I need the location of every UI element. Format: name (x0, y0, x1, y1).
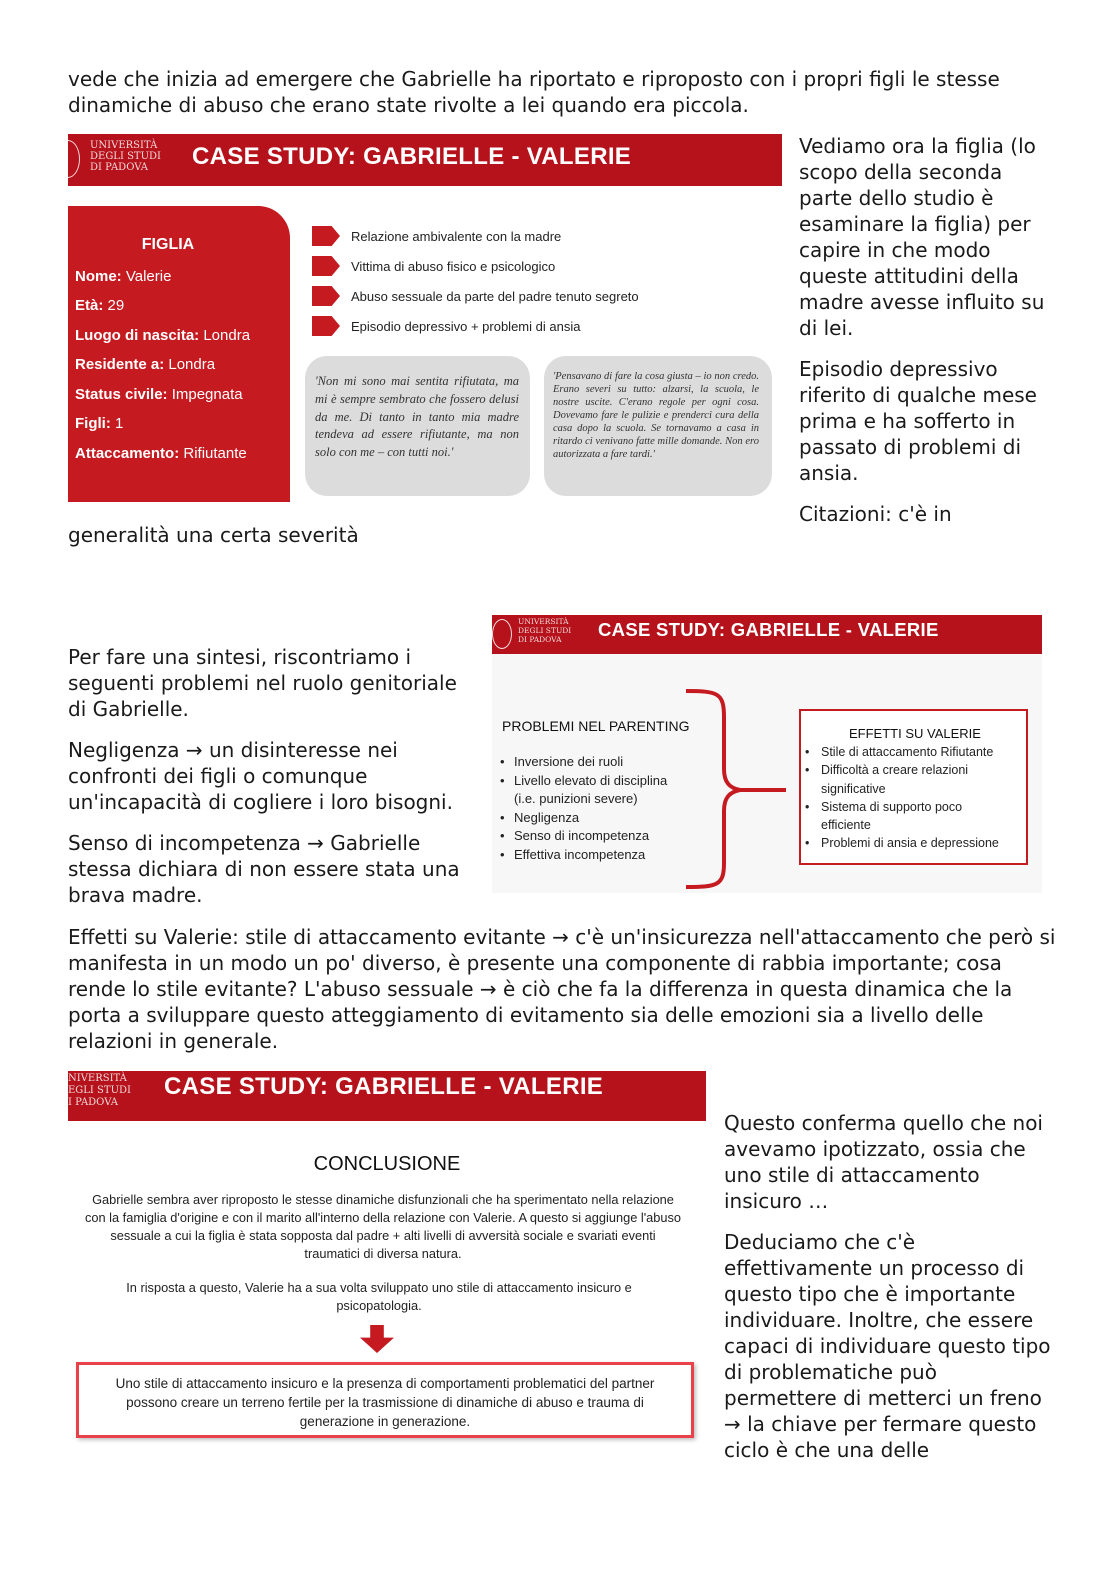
arrow-right-icon (312, 316, 340, 336)
card-row: Status civile: Impegnata (75, 386, 243, 403)
slide-title: CASE STUDY: GABRIELLE - VALERIE (192, 143, 632, 170)
slide-title: CASE STUDY: GABRIELLE - VALERIE (598, 619, 939, 640)
slide-parenting (492, 615, 1042, 893)
arrow-right-icon (312, 226, 340, 246)
arrow-right-icon (312, 286, 340, 306)
list-item: • Sistema di supporto poco (805, 798, 999, 816)
curly-brace-icon (678, 687, 790, 893)
conclusion-heading: CONCLUSIONE (313, 1153, 461, 1175)
list-item: • Senso di incompetenza (500, 827, 667, 846)
list-item: • Negligenza (500, 809, 667, 828)
list-item: • Stile di attaccamento Rifiutante (805, 743, 999, 761)
side-text-figlia: Vediamo ora la figlia (lo scopo della seconda parte dello studio è esaminare la figlia) per capire in che modo queste attitudini della madre avesse influito su di lei. Episodio depressivo riferito di qualche mese prima e ha sofferto in passato di problemi di ansia. Citazioni: c'è in (799, 134, 1045, 526)
arrow-down-icon (360, 1325, 394, 1353)
effects-list (805, 743, 999, 853)
side-text-conclusione: Questo conferma quello che noi avevamo ipotizzato, ossia che uno stile di attaccamento insicuro … Deduciamo che c'è effettivamente un processo di questo tipo che è importante individuare. Inoltre, che essere capaci di individuare questo tipo di problematiche può permettere di metterci un freno → la chiave per fermare questo ciclo è che una delle (724, 1111, 1051, 1462)
slide-conclusione (68, 1071, 706, 1451)
slide-banner (68, 1071, 706, 1121)
card-row: Età: 29 (75, 297, 125, 314)
card-row: Residente a: Londra (75, 356, 216, 373)
university-seal-icon (68, 140, 80, 178)
effects-box (799, 709, 1028, 865)
university-seal-icon (492, 619, 512, 649)
slide-figlia: UNIVERSITÀ DEGLI STUDI DI PADOVA CASE STUDY: GABRIELLE - VALERIE FIGLIA Nome: Valerie Età: 29 Luogo di nascita: Londra Residente a: Londra Status civile: Impegnata Figli: 1 Attaccamento: Rifiutante Relazione ambivalente con la madre Vittima di abuso fisico e psicologico Abuso sessuale da parte del padre tenuto segreto Episodio depressivo + problemi di ansia 'Non mi sono mai sentita rifiutata, ma mi è sempre sembrato che fossero delusi da me. Di tanto in tanto mia madre tendeva ad essere rifiutante, ma non solo con me – con tutti noi.' 'Pensavano di fare la cosa giusta – io non credo. Erano severi su tutto: alzarsi, la scuola, le nostre uscite. C'erano regole per ogni cosa. Dovevamo fare le pulizie e prenderci cura della casa dopo la scuola. Se tornavamo a casa in ritardo ci venivano fatte mille domande. Non ero autorizzata a fare tardi.' (68, 134, 782, 504)
list-item-continued: significative (821, 781, 886, 796)
slide-title: CASE STUDY: GABRIELLE - VALERIE (164, 1073, 604, 1100)
problems-list (500, 753, 667, 864)
intro-text: vede che inizia ad emergere che Gabrielle ha riportato e riproposto con i propri figli le stesse dinamiche di abuso che erano state rivolte a lei quando era piccola. (68, 67, 1000, 117)
figlia-card (68, 206, 290, 502)
sintesi-text: Per fare una sintesi, riscontriamo i seguenti problemi nel ruolo genitoriale di Gabrielle. Negligenza → un disinteresse nei confronti dei figli o comunque un'incapacità di cogliere i loro bisogni. Senso di incompetenza → Gabrielle stessa dichiara di non essere stata una brava madre. (68, 645, 460, 907)
problems-title: PROBLEMI NEL PARENTING (502, 718, 690, 734)
university-logo: NIVERSITÀ EGLI STUDI I PADOVA (68, 1073, 131, 1108)
conclusion-box: Uno stile di attaccamento insicuro e la presenza di comportamenti problematici del partner possono creare un terreno fertile per la trasmissione di dinamiche di abuso e trauma di generazione in generazione. (76, 1362, 694, 1438)
list-item-continued: efficiente (821, 818, 871, 833)
card-row: Nome: Valerie (75, 268, 172, 285)
slide-banner (68, 134, 782, 186)
figlia-heading: FIGLIA (141, 236, 195, 253)
card-row: Attaccamento: Rifiutante (75, 445, 247, 462)
university-logo: UNIVERSITÀ DEGLI STUDI DI PADOVA (518, 617, 572, 644)
slide-banner (492, 615, 1042, 654)
effetti-paragraph: Effetti su Valerie: stile di attaccamento evitante → c'è un'insicurezza nell'attaccamento che però si manifesta in un modo un po' diverso, è presente una componente di rabbia importante; cosa rende lo stile evitante? L'abuso sessuale → è ciò che fa la differenza in questa dinamica che la porta a sviluppare questo atteggiamento di evitamento sia delle emozioni sia a livello delle relazioni in generale. (68, 925, 1056, 1053)
quote-bubble: 'Non mi sono mai sentita rifiutata, ma mi è sempre sembrato che fossero delusi da me. Di tanto in tanto mia madre tendeva ad essere rifiutante, ma non solo con me – con tutti noi.' (305, 356, 530, 496)
list-item-continued: (i.e. punizioni severe) (514, 791, 638, 806)
list-item: • Inversione dei ruoli (500, 753, 667, 772)
quote-bubble: 'Pensavano di fare la cosa giusta – io non credo. Erano severi su tutto: alzarsi, la scuola, le nostre uscite. C'erano regole per ogni cosa. Dovevamo fare le pulizie e prenderci cura della casa dopo la scuola. Se tornavamo a casa in ritardo ci venivano fatte mille domande. Non ero autorizzata a fare tardi.' (544, 356, 772, 496)
university-logo: UNIVERSITÀ DEGLI STUDI DI PADOVA (90, 140, 161, 173)
conclusion-paragraph: Gabrielle sembra aver riproposto le stesse dinamiche disfunzionali che ha sperimentato nella relazione con la famiglia d'origine e con il marito all'interno della relazione con Valerie. A questo si aggiunge l'abuso sessuale a cui la figlia è stata sopposta dal padre + alti livelli di avversità sociale e svariati eventi traumatici di diversa natura. (84, 1192, 682, 1261)
list-item: • Problemi di ansia e depressione (805, 834, 999, 852)
list-item: • Difficoltà a creare relazioni (805, 761, 999, 779)
intro-paragraph (68, 66, 1053, 133)
list-item: • Effettiva incompetenza (500, 846, 667, 865)
card-row: Figli: 1 (75, 415, 124, 432)
card-row: Luogo di nascita: Londra (75, 327, 251, 344)
side-text-continuation: generalità una certa severità (68, 523, 359, 547)
effects-title: EFFETTI SU VALERIE (849, 726, 981, 741)
arrow-right-icon (312, 256, 340, 276)
list-item: • Livello elevato di disciplina (500, 772, 667, 791)
conclusion-paragraph: In risposta a questo, Valerie ha a sua volta sviluppato uno stile di attaccamento insicuro e psicopatologia. (126, 1280, 632, 1313)
